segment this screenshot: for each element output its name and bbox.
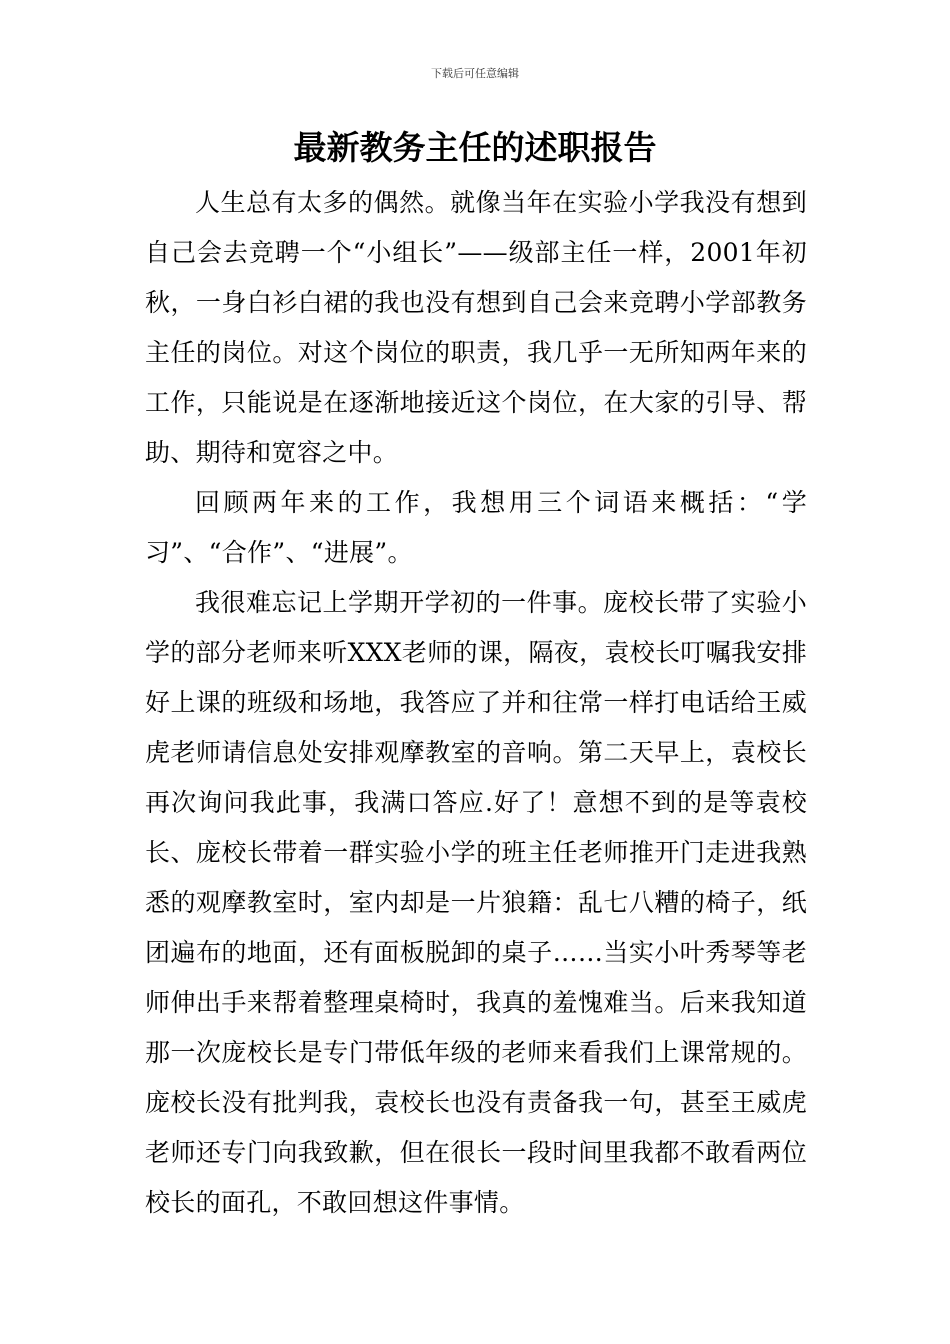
paragraph-story: 我很难忘记上学期开学初的一件事。庞校长带了实验小学的部分老师来听XXX老师的课，隔夜，袁校长叮嘱我安排好上课的班级和场地，我答应了并和往常一样打电话给王威虎老师请信息处安排观摩教室的音响。第二天早上，袁校长再次询问我此事，我满口答应.好了！意想不到的是等袁校长、庞校长带着一群实验小学的班主任老师推开门走进我熟悉的观摩教室时，室内却是一片狼籍：乱七八糟的椅子，纸团遍布的地面，还有面板脱卸的桌子……当实小叶秀琴等老师伸出手来帮着整理桌椅时，我真的羞愧难当。后来我知道那一次庞校长是专门带低年级的老师来看我们上课常规的。庞校长没有批判我，袁校长也没有责备我一句，甚至王威虎老师还专门向我致歉，但在很长一段时间里我都不敢看两位校长的面孔，不敢回想这件事情。	[145, 588, 807, 1217]
paragraph-summary: 回顾两年来的工作，我想用三个词语来概括：“学习”、“合作”、“进展”。	[145, 488, 807, 567]
paragraph-intro: 人生总有太多的偶然。就像当年在实验小学我没有想到自己会去竞聘一个“小组长”——级部主任一样，2001年初秋，一身白衫白裙的我也没有想到自己会来竞聘小学部教务主任的岗位。对这个岗位的职责，我几乎一无所知两年来的工作，只能说是在逐渐地接近这个岗位，在大家的引导、帮助、期待和宽容之中。	[145, 188, 807, 467]
document-title: 最新教务主任的述职报告	[293, 128, 657, 167]
header-note: 下载后可任意编辑	[431, 67, 519, 80]
document-body	[145, 178, 807, 1228]
